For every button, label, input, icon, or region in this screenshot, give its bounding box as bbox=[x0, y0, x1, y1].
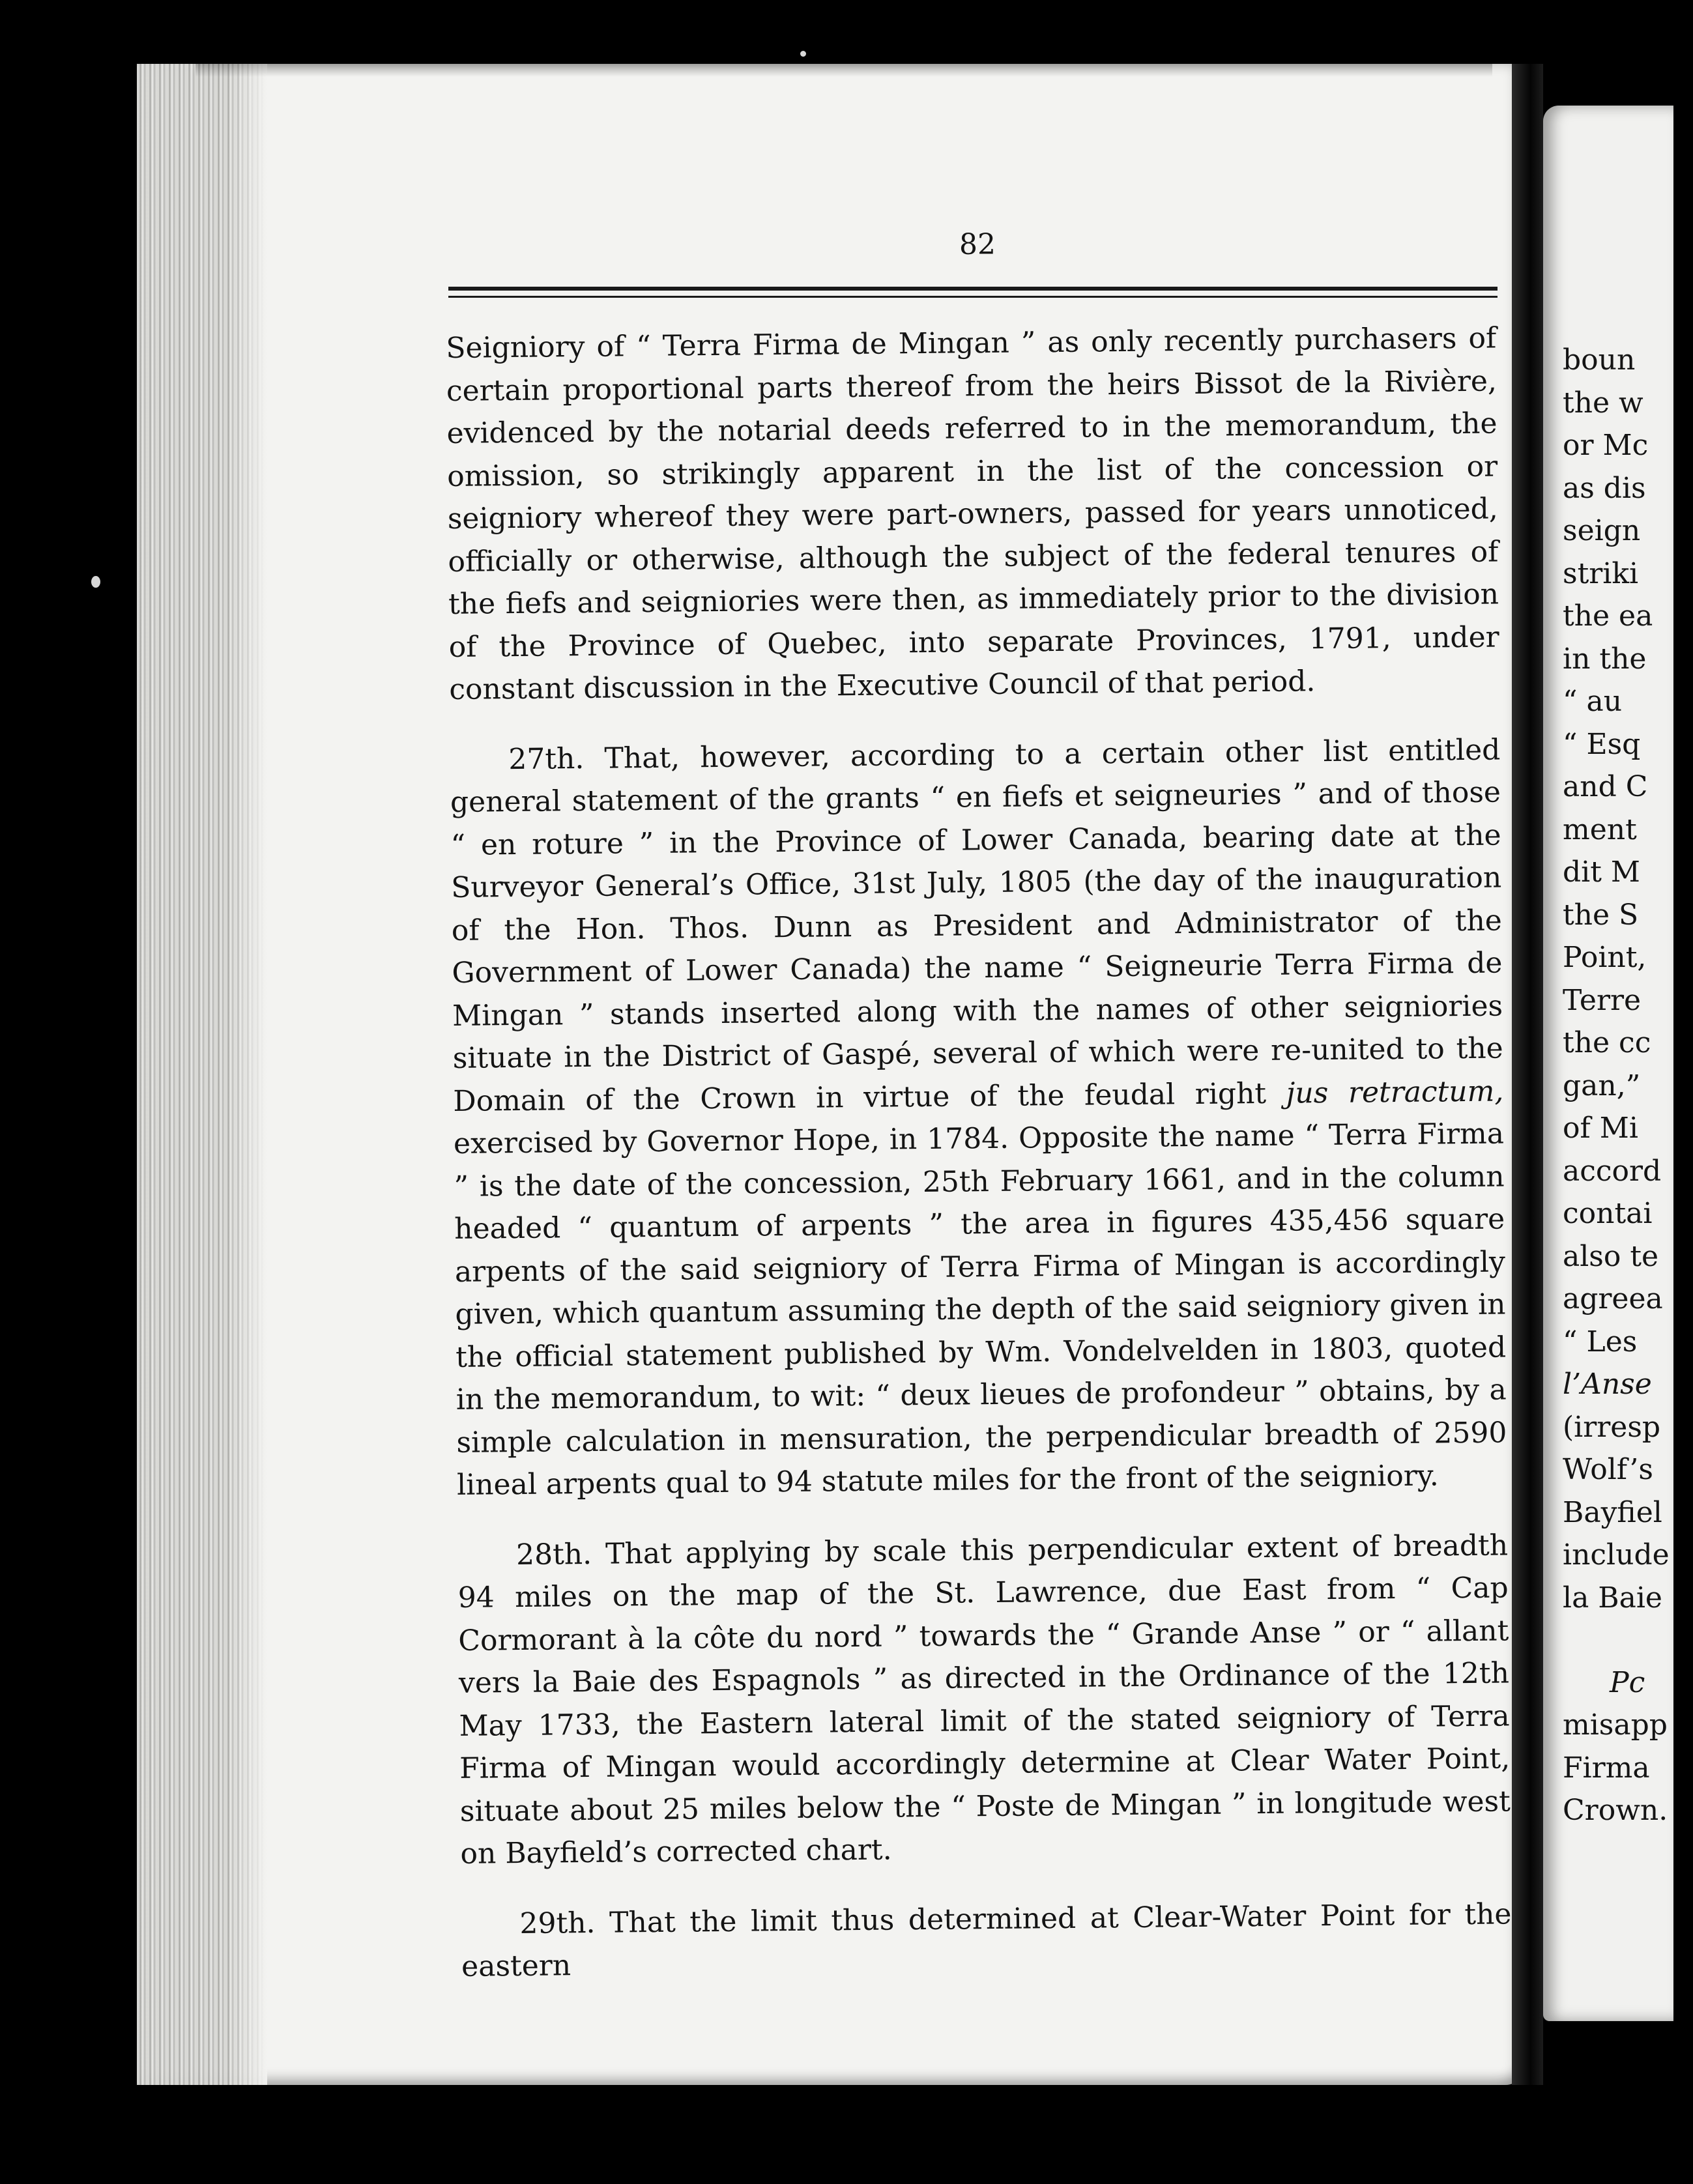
right-line: “ Esq bbox=[1563, 727, 1641, 761]
page-top-shadow bbox=[195, 64, 1492, 77]
right-page-fragment bbox=[1563, 339, 1693, 1832]
right-line: Pc bbox=[1610, 1665, 1645, 1699]
right-line: gan,” bbox=[1563, 1069, 1641, 1102]
right-line: l’Anse bbox=[1563, 1368, 1652, 1401]
right-line: and C bbox=[1563, 770, 1648, 803]
header-rule bbox=[448, 287, 1498, 291]
right-line: “ au bbox=[1563, 685, 1623, 718]
book-gutter bbox=[1512, 64, 1543, 2085]
right-line: boun bbox=[1563, 343, 1636, 377]
right-line: seign bbox=[1563, 514, 1641, 547]
paragraph-28th: 28th. That applying by scale this perpendicular extent of breadth 94 miles on the map of the St. Lawrence, due East from “ Cap Cormorant à la côte du nord ” towards the “ Grande Anse ” or “ allant vers la Baie des Espagnols ” as directed in the Ordinance of the 12th May 1733, the Eastern lateral limit of the stated seigniory of Terra Firma of Mingan would accordingly determine at Clear Water Point, situate about 25 miles below the “ Poste de Mingan ” in longitude west on Bayfield’s corrected chart. bbox=[457, 1528, 1511, 1871]
right-line: as dis bbox=[1563, 471, 1646, 505]
right-line: striki bbox=[1563, 556, 1639, 590]
right-line: misapp bbox=[1563, 1708, 1668, 1742]
right-line: Terre bbox=[1563, 983, 1642, 1017]
page-edges bbox=[137, 64, 267, 2085]
right-line: the ea bbox=[1563, 599, 1653, 633]
dust-speck bbox=[800, 51, 806, 57]
right-line: the cc bbox=[1563, 1026, 1651, 1059]
body-text bbox=[446, 317, 1512, 1989]
paragraph-27th bbox=[450, 728, 1507, 1506]
right-line: Firma bbox=[1563, 1751, 1650, 1785]
right-line: include bbox=[1563, 1538, 1670, 1572]
paragraph-intro: Seigniory of “ Terra Firma de Mingan ” as only recently purchasers of certain proportional parts thereof from the heirs Bissot de la Rivière, evidenced by the notarial deeds referred to in the memorandum, the omission, so strikingly apparent in the list of the concession or seigniory whereof they were part-owners, passed for years unnoticed, officially or otherwise, although the subject of the federal tenures of the fiefs and seigniories were then, as immediately prior to the division of the Province of Quebec, into separate Provinces, 1791, under constant discussion in the Executive Council of that period. bbox=[446, 321, 1499, 706]
right-line: accord bbox=[1563, 1154, 1662, 1188]
right-line: also te bbox=[1563, 1239, 1659, 1273]
right-line: agreea bbox=[1563, 1282, 1663, 1315]
page-number: 82 bbox=[959, 228, 996, 261]
paragraph-27th-part-1: 27th. That, however, according to a certain other list entitled general statement of the grants “ en fiefs et seigneuries ” and of those “ en roture ” in the Province of Lower Canada, bearing date at the Surveyor General’s Office, 31st July, 1805 (the day of the inauguration of the Hon. Thos. Dunn as President and Administrator of the Government of Lower Canada) the name “ Seigneurie Terra Firma de Mingan ” stands inserted along with the names of other seigniories situate in the District of Gaspé, several of which were re-united to the Domain of the Crown in virtue of the feudal right bbox=[450, 732, 1503, 1118]
right-line: ment bbox=[1563, 812, 1637, 846]
right-line: the S bbox=[1563, 898, 1639, 932]
right-line: “ Les bbox=[1563, 1325, 1638, 1358]
right-line: (irresp bbox=[1563, 1410, 1661, 1444]
right-line: or Mc bbox=[1563, 429, 1649, 462]
right-line: in the bbox=[1563, 642, 1647, 676]
right-line: contai bbox=[1563, 1197, 1653, 1230]
paragraph-29th: 29th. That the limit thus determined at Clear-Water Point for the eastern bbox=[461, 1897, 1512, 1983]
right-line: Crown. bbox=[1563, 1794, 1668, 1827]
right-line: la Baie bbox=[1563, 1581, 1662, 1615]
right-line: of Mi bbox=[1563, 1112, 1638, 1145]
right-line: Wolf’s bbox=[1563, 1453, 1653, 1486]
right-line: dit M bbox=[1563, 855, 1640, 889]
right-line: the w bbox=[1563, 386, 1643, 420]
header-rule-thin bbox=[448, 296, 1498, 298]
paragraph-27th-part-2: exercised by Governor Hope, in 1784. Opposite the name “ Terra Firma ” is the date of the concession, 25th February 1661, and in the column headed “ quantum of arpents ” the area in figures 435,456 square arpents of the said seigniory of Terra Firma of Mingan is accordingly given, which quantum assuming the depth of the said seigniory given in the official statement published by Wm. Vondelvelden in 1803, quoted in the memorandum, to wit: “ deux lieues de profondeur ” obtains, by a simple calculation in mensuration, the perpendicular breadth of 2590 lineal arpents qual to 94 statute miles for the front of the seigniory. bbox=[453, 1117, 1507, 1502]
right-line: Point, bbox=[1563, 941, 1647, 974]
right-line: Bayfiel bbox=[1563, 1495, 1662, 1529]
latin-term: jus retractum, bbox=[1286, 1074, 1504, 1110]
dust-speck bbox=[91, 576, 100, 588]
